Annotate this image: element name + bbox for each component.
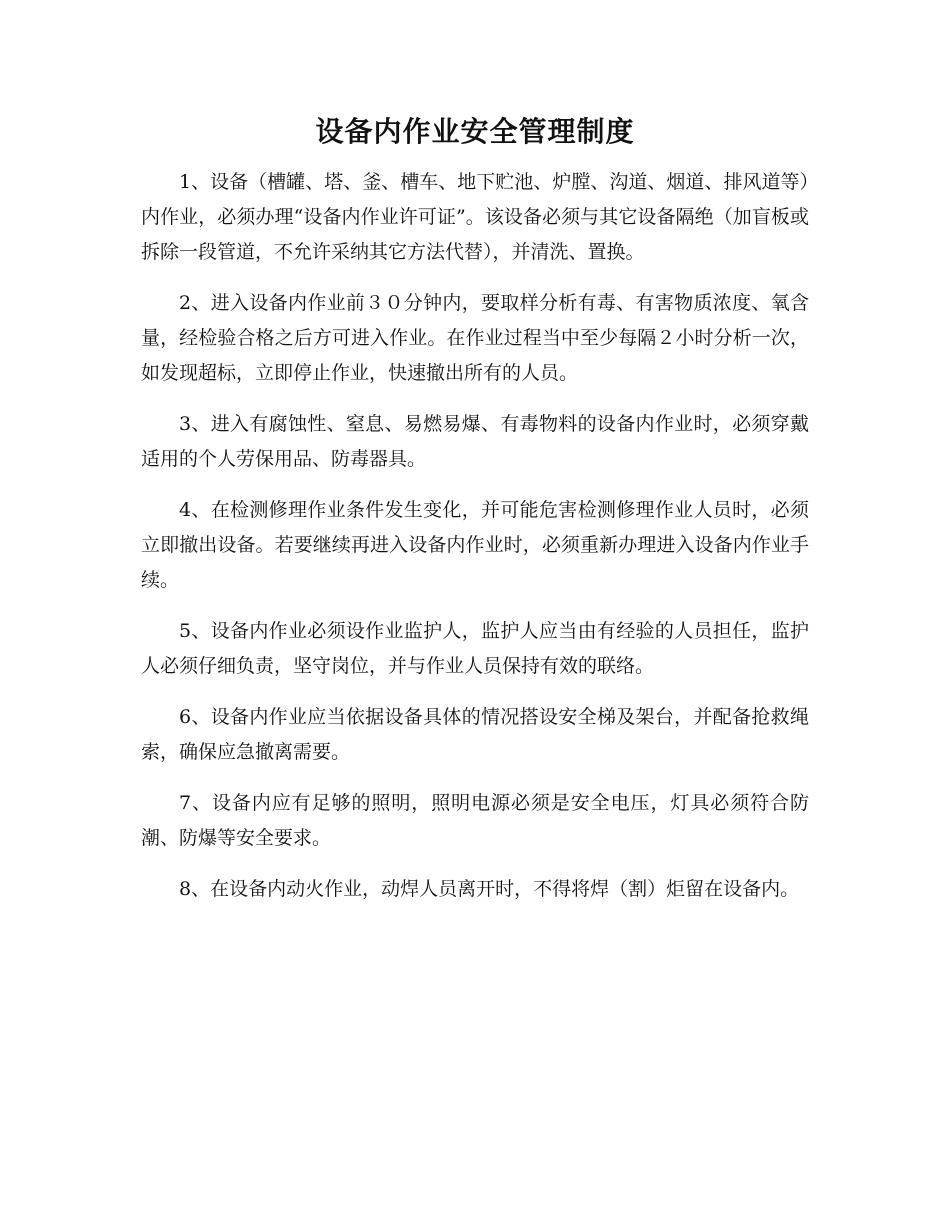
- document-title: 设备内作业安全管理制度: [315, 115, 635, 148]
- document-body: [141, 165, 809, 923]
- paragraph-8: 8、在设备内动火作业，动焊人员离开时，不得将焊（割）炬留在设备内。: [179, 878, 800, 900]
- paragraph-3: 3、进入有腐蚀性、窒息、易燃易爆、有毒物料的设备内作业时，必须穿戴适用的个人劳保用品、防毒器具。: [141, 413, 809, 470]
- paragraph-4: 4、在检测修理作业条件发生变化，并可能危害检测修理作业人员时，必须立即撤出设备。若要继续再进入设备内作业时，必须重新办理进入设备内作业手续。: [141, 499, 809, 591]
- paragraph-7: 7、设备内应有足够的照明，照明电源必须是安全电压，灯具必须符合防潮、防爆等安全要求。: [141, 792, 809, 849]
- paragraph-5: 5、设备内作业必须设作业监护人，监护人应当由有经验的人员担任，监护人必须仔细负责，坚守岗位，并与作业人员保持有效的联络。: [141, 620, 809, 677]
- paragraph-6: 6、设备内作业应当依据设备具体的情况搭设安全梯及架台，并配备抢救绳索，确保应急撤离需要。: [141, 706, 809, 763]
- paragraph-1: 1、设备（槽罐、塔、釜、槽车、地下贮池、炉膛、沟道、烟道、排风道等）内作业，必须办理“设备内作业许可证”。该设备必须与其它设备隔绝（加盲板或拆除一段管道，不允许采纳其它方法代替），并清洗、置换。: [141, 171, 809, 263]
- paragraph-2: 2、进入设备内作业前３０分钟内，要取样分析有毒、有害物质浓度、氧含量，经检验合格之后方可进入作业。在作业过程当中至少每隔２小时分析一次，如发现超标，立即停止作业，快速撤出所有的人员。: [141, 292, 809, 384]
